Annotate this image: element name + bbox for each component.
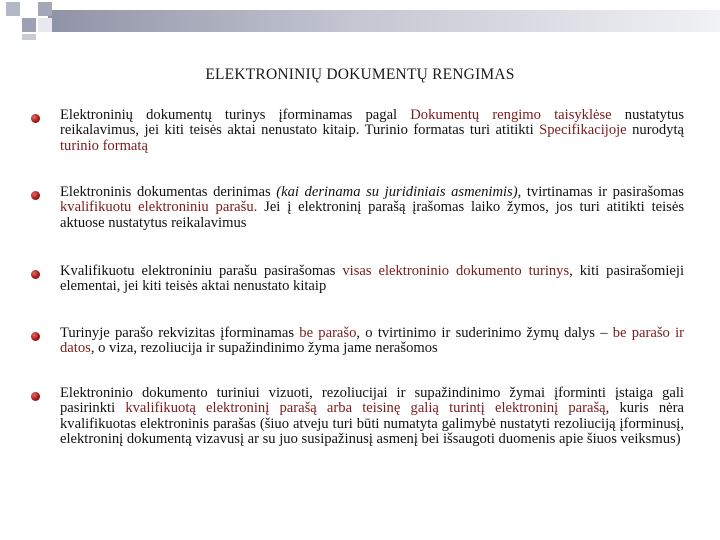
- highlighted-term: turinio formatą: [60, 137, 148, 154]
- header-decoration: [0, 0, 720, 40]
- text-run: , kiti pasirašomieji elementai, jei kiti teisės aktai nenustato kitaip: [60, 263, 684, 295]
- text-run: Jei į elektroninį parašą įrašomas laiko žymos, jos turi atitikti teisės aktuose nustatytus reikalavimus: [60, 199, 684, 231]
- bullet-marker-icon: [31, 114, 40, 123]
- text-run: , o viza, rezoliucija ir supažindinimo žyma jame nerašomos: [90, 340, 438, 357]
- highlighted-term: Specifikacijoje: [539, 122, 627, 139]
- highlighted-term: be parašo ir datos: [60, 325, 684, 357]
- text-run: Elektroninio dokumento turiniui vizuoti, rezoliucijai ir supažindinimo žymai įforminti įstaiga gali pasirinkti: [60, 385, 684, 417]
- bullet-item: [60, 326, 684, 357]
- deco-square: [22, 2, 36, 16]
- highlighted-term: kvalifikuotu elektroniniu parašu.: [60, 199, 258, 216]
- slide-title: ELEKTRONINIŲ DOKUMENTŲ RENGIMAS: [205, 66, 515, 83]
- bullet-item: [60, 108, 684, 154]
- bullet-text: [60, 386, 684, 447]
- text-run: , o tvirtinimo ir suderinimo žymų dalys –: [356, 325, 613, 341]
- deco-square: [6, 2, 20, 16]
- header-gradient-bar: [48, 10, 720, 32]
- bullet-marker-icon: [31, 332, 40, 341]
- deco-square: [38, 2, 52, 16]
- highlighted-term: Dokumentų rengimo taisyklėse: [410, 107, 612, 123]
- bullet-item: [60, 264, 684, 295]
- bullet-marker-icon: [31, 270, 40, 279]
- text-run: Turinyje parašo rekvizitas įforminamas: [60, 325, 300, 341]
- bullet-item: [60, 386, 684, 447]
- bullet-marker-icon: [31, 392, 40, 401]
- text-run: nurodytą: [626, 122, 684, 139]
- highlighted-term: kvalifikuotą elektroninį parašą arba teisinę galią turintį elektroninį parašą: [125, 400, 606, 417]
- text-run: tvirtinamas ir pasirašomas: [521, 184, 684, 200]
- deco-square: [6, 18, 20, 32]
- bullet-text: [60, 108, 684, 154]
- bullet-marker-icon: [31, 191, 40, 200]
- bullet-item: [60, 185, 684, 231]
- text-run: Elektroninis dokumentas derinimas: [60, 184, 277, 200]
- deco-square: [38, 18, 52, 32]
- bullet-text: [60, 326, 684, 357]
- text-run: nustatytus reikalavimus, jei kiti teisės aktai nenustato kitaip. Turinio formatas turi atitikti: [60, 107, 684, 139]
- bullet-text: [60, 185, 684, 231]
- text-run: Kvalifikuotu elektroniniu parašu pasirašomas: [60, 263, 343, 279]
- bullet-text: [60, 264, 684, 295]
- highlighted-term: visas elektroninio dokumento turinys: [342, 263, 570, 279]
- text-run: , kuris nėra kvalifikuotas elektroninis parašas (šiuo atveju turi būti numatyta galimybė nustatyti rezoliuciją įforminusį, elektroninį dokumentą vizavusį ar su juo susipažinusį asmenį bei išsaugoti duomenis apie šiuos veiksmus): [60, 400, 685, 447]
- deco-square: [22, 18, 36, 32]
- italic-note: (kai derinama su juridiniais asmenimis),: [276, 184, 522, 200]
- deco-square: [22, 34, 36, 40]
- text-run: Elektroninių dokumentų turinys įforminamas pagal: [60, 107, 411, 123]
- highlighted-term: be parašo: [299, 325, 357, 341]
